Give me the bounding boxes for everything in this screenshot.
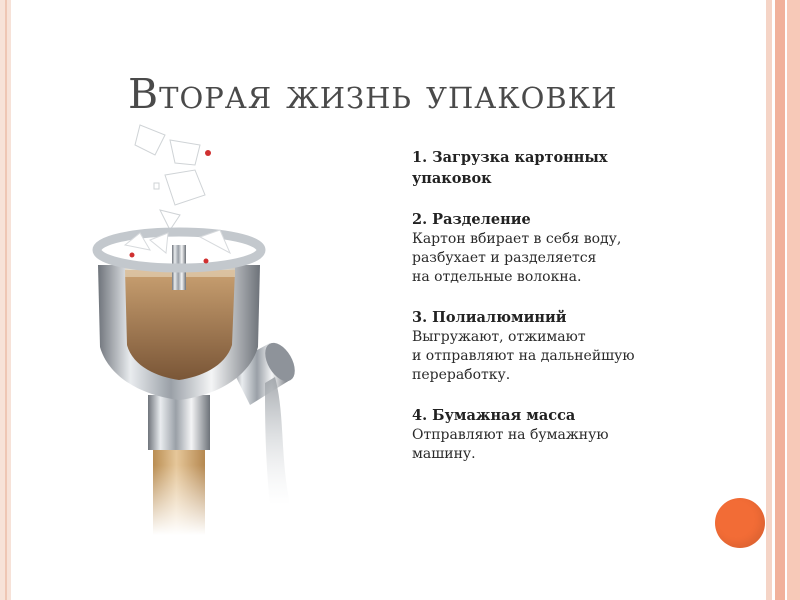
decorative-orange-circle: [715, 498, 765, 548]
carton-flakes: [135, 125, 211, 230]
step-title: 3. Полиалюминий: [412, 309, 567, 326]
left-decorative-border: [0, 0, 11, 600]
step-4: [412, 405, 652, 464]
pulper-illustration: [80, 115, 340, 535]
step-title: 1. Загрузка картонных упаковок: [412, 149, 608, 187]
step-description: Отправляют на бумажную машину.: [412, 427, 609, 462]
slide-title: Вторая жизнь упаковки: [128, 70, 618, 118]
step-title: 4. Бумажная масса: [412, 407, 576, 424]
step-3: [412, 307, 652, 385]
steps-list: [412, 147, 652, 484]
step-description: Картон вбирает в себя воду, разбухает и разделяется на отдельные волокна.: [412, 231, 622, 285]
step-2: [412, 209, 652, 287]
right-decorative-stripes: [766, 0, 800, 600]
step-title: 2. Разделение: [412, 211, 531, 228]
step-1: [412, 147, 652, 189]
step-description: Выгружают, отжимают и отправляют на дальнейшую переработку.: [412, 329, 635, 383]
